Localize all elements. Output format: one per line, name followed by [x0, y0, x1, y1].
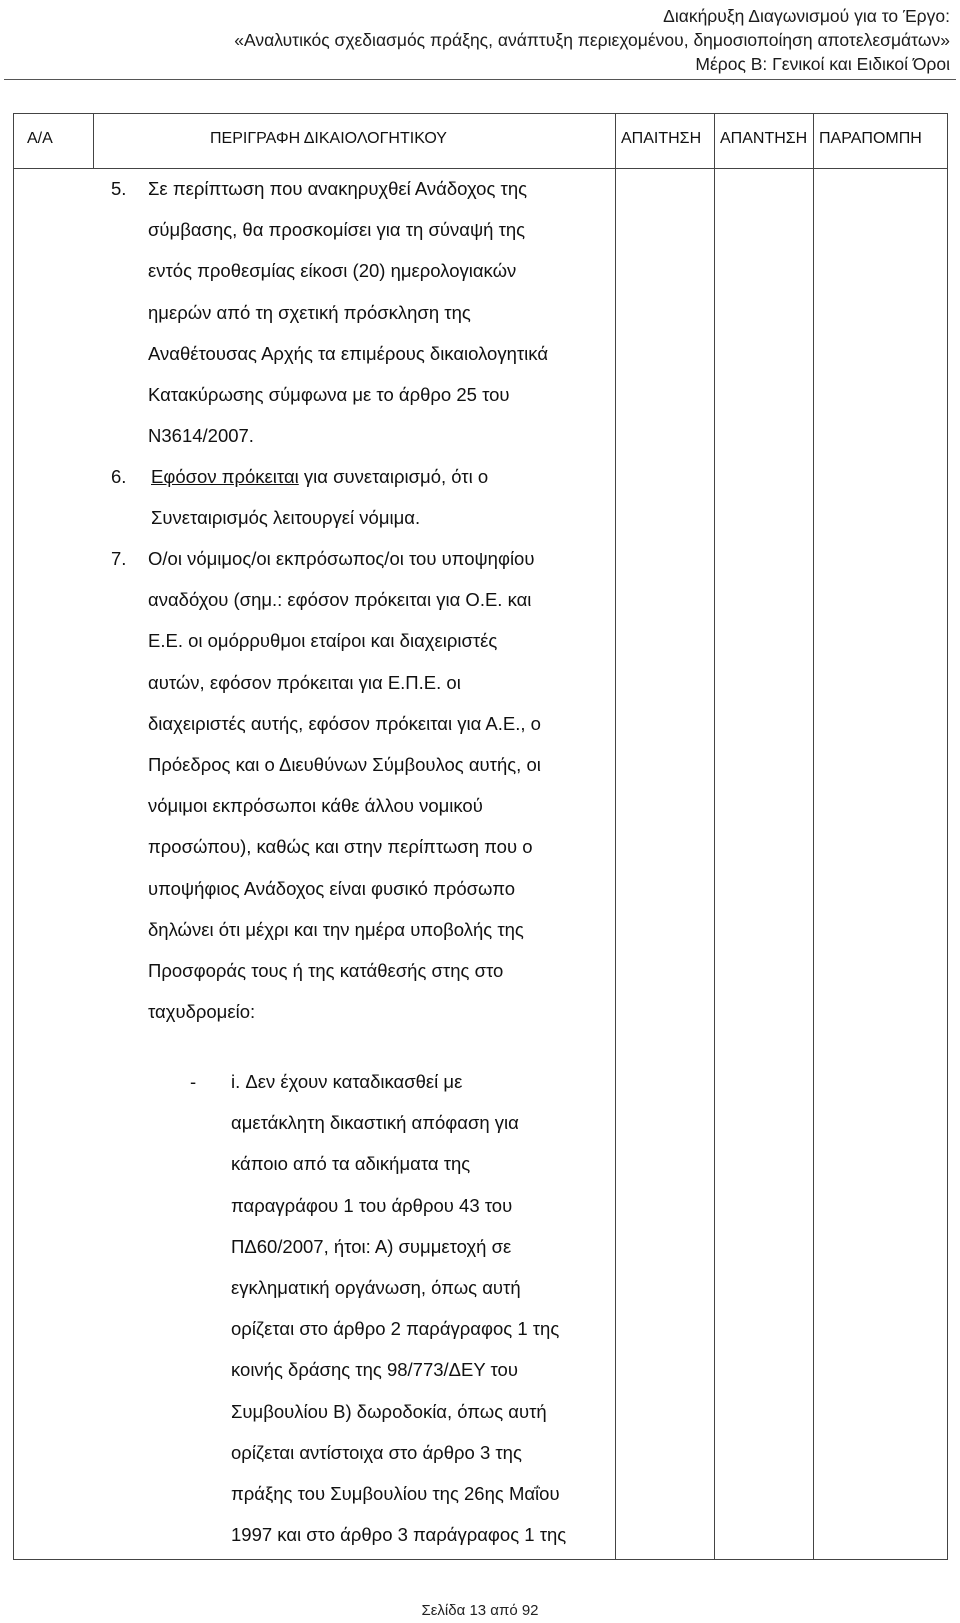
text-line: Συμβουλίου Β) δωροδοκία, όπως αυτή — [231, 1400, 547, 1422]
text-line: ταχυδρομείο: — [148, 1001, 256, 1023]
text-line: i. Δεν έχουν καταδικασθεί με — [231, 1071, 463, 1092]
table-header-row — [14, 114, 947, 169]
column-header-requirement: ΑΠΑΙΤΗΣΗ — [621, 130, 702, 147]
text-line: προσώπου), καθώς και στην περίπτωση που ο — [148, 836, 533, 858]
text-line: δηλώνει ότι μέχρι και την ημέρα υποβολής της — [148, 918, 524, 940]
text-line: αυτών, εφόσον πρόκειται για Ε.Π.Ε. οι — [148, 671, 461, 693]
header-divider — [4, 79, 956, 80]
header-line-2: «Αναλυτικός σχεδιασμός πράξης, ανάπτυξη περιεχομένου, δημοσιοποίηση αποτελεσμάτων» — [234, 30, 950, 50]
column-header-reference: ΠΑΡΑΠΟΜΠΗ — [819, 130, 922, 147]
text-line: κοινής δράσης της 98/773/ΔΕΥ του — [231, 1359, 518, 1381]
text-line: διαχειριστές αυτής, εφόσον πρόκειται για Α.Ε., ο — [148, 712, 541, 734]
text-line: Συνεταιρισμός λειτουργεί νόμιμα. — [151, 507, 421, 529]
text-line: νόμιμοι εκπρόσωποι κάθε άλλου νομικού — [148, 795, 483, 817]
column-header-description: ΠΕΡΙΓΡΑΦΗ ΔΙΚΑΙΟΛΟΓΗΤΙΚΟΥ — [210, 130, 447, 147]
text-line: σύμβασης, θα προσκομίσει για τη σύναψή της — [148, 219, 526, 241]
column-header-answer: ΑΠΑΝΤΗΣΗ — [720, 130, 808, 147]
text-line: Ε.Ε. οι ομόρρυθμοι εταίροι και διαχειριστές — [148, 630, 498, 652]
text-fragment: για συνεταιρισμό, ότι ο — [298, 466, 489, 487]
item-7-text — [148, 538, 541, 1032]
text-line: Κατακύρωσης σύμφωνα με το άρθρο 25 του — [148, 384, 510, 406]
text-line: Πρόεδρος και ο Διευθύνων Σύμβουλος αυτής, οι — [148, 754, 541, 776]
text-line: Ν3614/2007. — [148, 425, 254, 447]
item-number: 5. — [111, 178, 127, 199]
text-line: πράξης του Συμβουλίου της 26ης Μαΐου — [231, 1483, 560, 1505]
text-line: κάποιο από τα αδικήματα της — [231, 1153, 471, 1175]
text-line: εντός προθεσμίας είκοσι (20) ημερολογιακών — [148, 260, 517, 282]
underlined-text: Εφόσον πρόκειται — [151, 466, 299, 487]
sub-item-i-text — [231, 1061, 566, 1555]
text-line: Προσφοράς τους ή της κατάθεσής στης στο — [148, 960, 504, 982]
text-line: ορίζεται αντίστοιχα στο άρθρο 3 της — [231, 1441, 522, 1463]
text-line: 1997 και στο άρθρο 3 παράγραφος 1 της — [231, 1524, 567, 1546]
text-line: αναδόχου (σημ.: εφόσον πρόκειται για Ο.Ε. και — [148, 589, 532, 611]
text-line — [151, 456, 488, 497]
list-dash: - — [190, 1071, 197, 1092]
column-divider — [813, 114, 814, 1559]
column-header-aa: Α/Α — [27, 130, 53, 147]
text-line: Σε περίπτωση που ανακηρυχθεί Ανάδοχος της — [148, 178, 528, 199]
text-line: Ο/οι νόμιμος/οι εκπρόσωπος/οι του υποψηφίου — [148, 548, 535, 569]
column-divider — [714, 114, 715, 1559]
item-number: 6. — [111, 466, 127, 487]
text-line: εγκληματική οργάνωση, όπως αυτή — [231, 1277, 521, 1299]
text-line: ημερών από τη σχετική πρόσκληση της — [148, 301, 471, 323]
column-divider — [615, 114, 616, 1559]
header-line-1: Διακήρυξη Διαγωνισμού για το Έργο: — [663, 6, 950, 26]
text-line: παραγράφου 1 του άρθρου 43 του — [231, 1194, 513, 1216]
header-line-3: Μέρος Β: Γενικοί και Ειδικοί Όροι — [695, 54, 950, 74]
item-5-text — [148, 168, 548, 456]
item-6-text — [151, 456, 488, 538]
column-divider — [93, 114, 94, 168]
page-number: Σελίδα 13 από 92 — [421, 1602, 539, 1619]
text-line: ορίζεται στο άρθρο 2 παράγραφος 1 της — [231, 1318, 560, 1340]
requirements-table — [13, 113, 948, 1560]
text-line: ΠΔ60/2007, ήτοι: Α) συμμετοχή σε — [231, 1235, 512, 1257]
text-line: αμετάκλητη δικαστική απόφαση για — [231, 1112, 519, 1134]
text-line: Αναθέτουσας Αρχής τα επιμέρους δικαιολογητικά — [148, 342, 549, 364]
document-header — [234, 4, 950, 76]
text-line: υποψήφιος Ανάδοχος είναι φυσικό πρόσωπο — [148, 877, 516, 899]
item-number: 7. — [111, 548, 127, 569]
